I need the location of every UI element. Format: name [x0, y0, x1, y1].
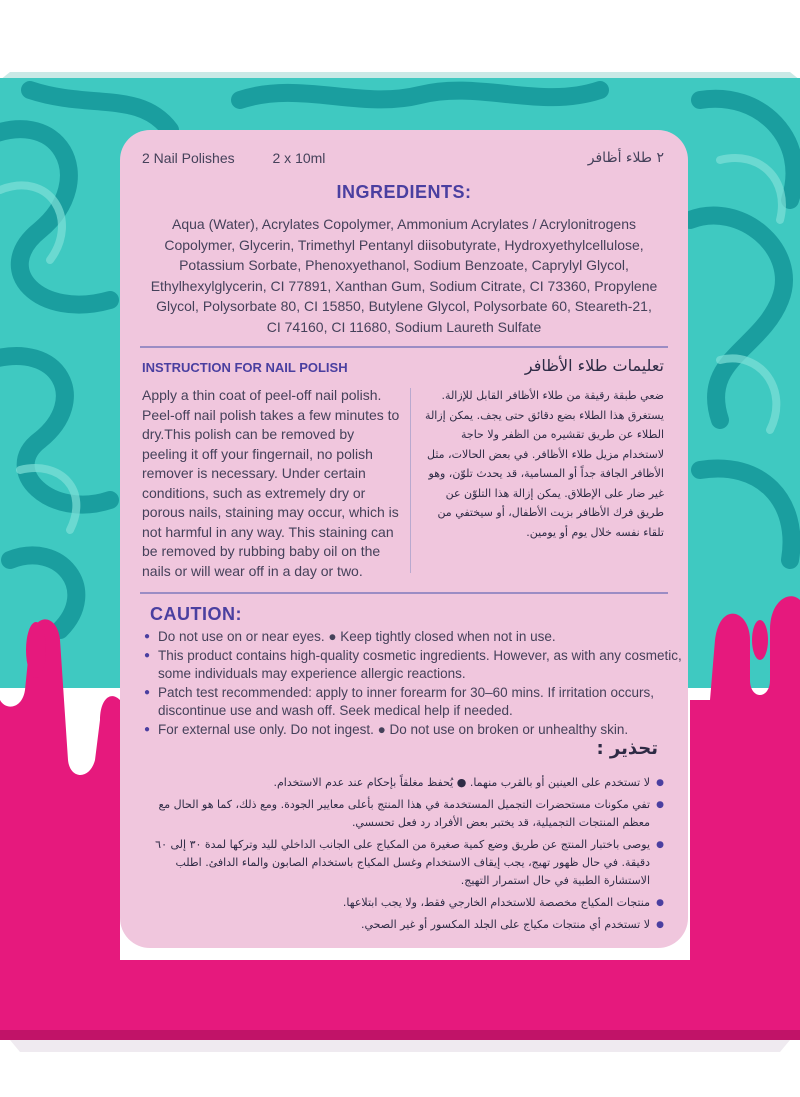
ingredients-text: Aqua (Water), Acrylates Copolymer, Ammonium Acrylates / Acrylonitrogens Copolymer, Glycerin, Trimethyl Pentanyl diisobutyrate, Hydroxyethylcellulose, Potassium Sorbate, Phenoxyethanol, Sodium Benzoate, Caprylyl Glycol, Ethylhexylglycerin, CI 77891, Xanthan Gum, Sodium Citrate, CI 73360, Propylene Glycol, Polysorbate 80, CI 15850, Butylene Glycol, Polysorbate 60, Steareth-21, CI 74160, CI 11680, Sodium Laureth Sulfate — [150, 216, 658, 335]
warning-list-arabic — [144, 774, 664, 938]
warning-item-arabic: ● تفي مكونات مستحضرات التجميل المستخدمة في هذا المنتج بأعلى معايير الجودة. ومع ذلك، كما هو الحال مع معظم المنتجات التجميلية، قد يختبر بعض الأفراد رد فعل تحسسي. — [144, 796, 664, 832]
caution-item: ● For external use only. Do not ingest. ● Do not use on broken or unhealthy skin. — [144, 721, 684, 740]
ingredients-title: INGREDIENTS: — [336, 182, 472, 202]
pack-count: 2 Nail Polishes — [142, 150, 235, 166]
warning-item-arabic: ● لا تستخدم أي منتجات مكياج على الجلد المكسور أو غير الصحي. — [144, 916, 664, 934]
warning-item-arabic: ● لا تستخدم على العينين أو بالقرب منهما. ● يُحفظ مغلقاً بإحكام عند عدم الاستخدام. — [144, 774, 664, 792]
instructions-title-arabic: تعليمات طلاء الأظافر — [524, 356, 664, 375]
column-divider — [410, 388, 411, 573]
caution-item: ● Do not use on or near eyes. ● Keep tightly closed when not in use. — [144, 628, 684, 647]
warning-title-arabic: تحذير : — [596, 738, 658, 759]
instructions-title: INSTRUCTION FOR NAIL POLISH — [142, 360, 348, 375]
info-panel — [120, 130, 688, 948]
pack-count-arabic: ٢ طلاء أظافر — [587, 150, 664, 166]
caution-item: ● This product contains high-quality cosmetic ingredients. However, as with any cosmetic, some individuals may experience allergic reactions. — [144, 647, 684, 684]
warning-item-arabic: ● يوصى باختبار المنتج عن طريق وضع كمية صغيرة من المكياج على الجانب الداخلي لليد وتركها لمدة ٣٠ إلى ٦٠ دقيقة. في حال ظهور تهيج، يجب إيقاف الاستخدام وغسل المكياج باستخدام الصابون والماء الدافئ. اطلب الاستشارة الطبية في حال استمرار التهيج. — [144, 836, 664, 890]
warning-item-arabic: ● منتجات المكياج مخصصة للاستخدام الخارجي فقط، ولا يجب ابتلاعها. — [144, 894, 664, 912]
pack-header — [142, 150, 325, 166]
divider — [140, 346, 668, 348]
caution-list — [144, 628, 684, 739]
caution-item: ● Patch test recommended: apply to inner forearm for 30–60 mins. If irritation occurs, discontinue use and wash off. Seek medical help if needed. — [144, 684, 684, 721]
pack-volume: 2 x 10ml — [272, 150, 326, 166]
instructions-text-arabic: ضعي طبقة رقيقة من طلاء الأظافر القابل للإزالة. يستغرق هذا الطلاء بضع دقائق حتى يجف. يمكن إزالة الطلاء عن طريق تقشيره من الظفر ولا حاجة لاستخدام مزيل طلاء الأظافر. في بعض الحالات، مثل الأظافر الجافة جداً أو المسامية، قد يحدث تلوّن، وهو غير ضار على الإطلاق. يمكن إزالة هذا التلوّن عن طريق فرك الأظافر بزيت الأطفال، أو سيختفي من تلقاء نفسه خلال يوم أو يومين. — [425, 389, 664, 539]
instructions-text: Apply a thin coat of peel-off nail polish. Peel-off nail polish takes a few minutes to dry.This polish can be removed by peeling it off your fingernail, no polish remover is necessary. Under certain conditions, such as extremely dry or porous nails, staining may occur, which is not harmful in any way. This staining can be removed by rubbing baby oil on the nails or will wear off in a day or two. — [142, 387, 400, 579]
divider — [140, 592, 668, 594]
caution-title: CAUTION: — [150, 604, 242, 624]
